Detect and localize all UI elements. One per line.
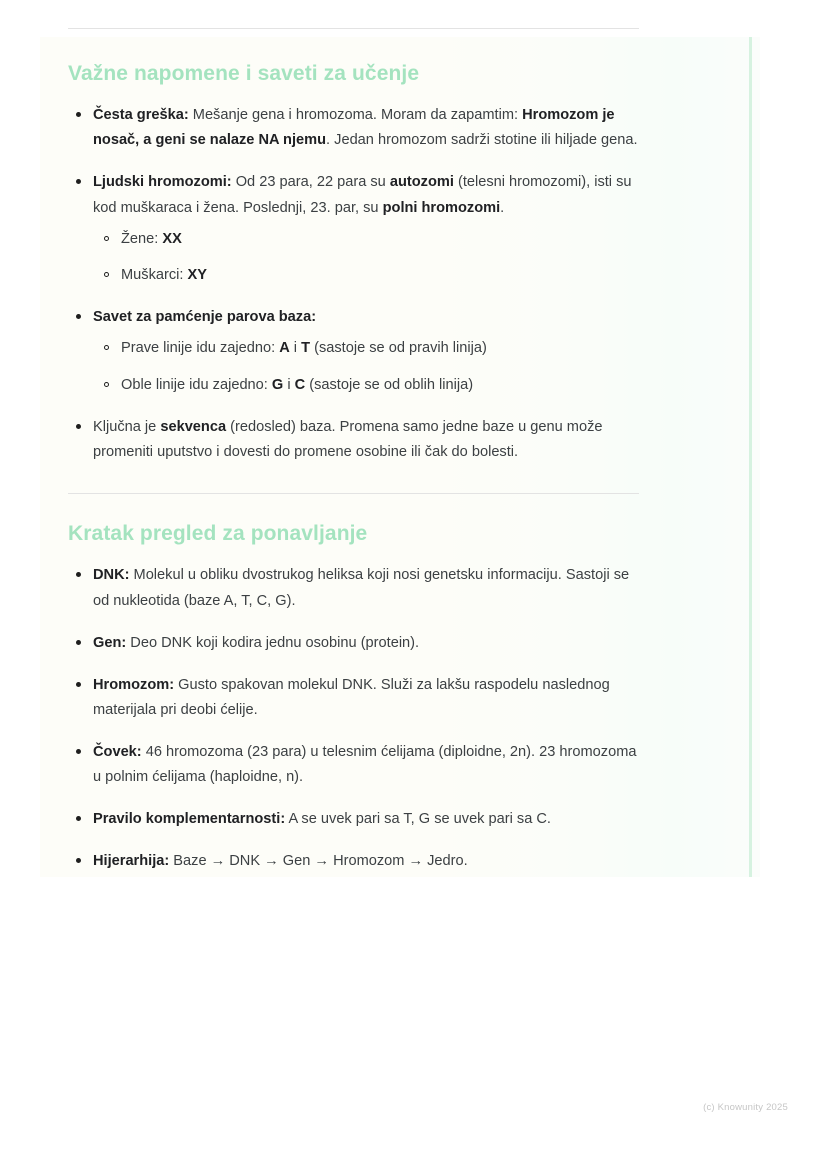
divider-section <box>68 493 639 494</box>
list-item-text: Mešanje gena i hromozoma. Moram da zapamtim: Hromozom je nosač, a geni se nalaze NA njemu. Jedan hromozom sadrži stotine ili hiljade gena. <box>93 107 638 149</box>
list-item <box>68 740 639 790</box>
list-item-lead: Savet za pamćenje parova baza: <box>93 309 317 326</box>
bullet-list <box>68 563 639 874</box>
sub-list-item <box>93 373 639 398</box>
emphasis-text: sekvenca <box>160 418 227 435</box>
list-item-lead: Čovek: <box>93 743 142 760</box>
bullet-dot-icon <box>76 858 81 863</box>
list-item-lead: Česta greška: <box>93 107 189 124</box>
list-item <box>68 631 639 656</box>
sub-bullet-list <box>93 227 639 289</box>
bullet-dot-icon <box>76 314 81 319</box>
list-item-text: Baze → DNK → Gen → Hromozom → Jedro. <box>169 853 468 870</box>
bullet-circle-icon <box>104 345 109 350</box>
sections-host <box>68 60 639 874</box>
bullet-dot-icon <box>76 112 81 117</box>
emphasis-text: XY <box>187 267 207 284</box>
bullet-dot-icon <box>76 749 81 754</box>
list-item-text: Deo DNK koji kodira jednu osobinu (protein). <box>126 634 420 651</box>
sub-list-item <box>93 227 639 252</box>
list-item-lead: Hijerarhija: <box>93 853 170 870</box>
bullet-dot-icon <box>76 816 81 821</box>
bullet-dot-icon <box>76 179 81 184</box>
list-item-text: 46 hromozoma (23 para) u telesnim ćelijama (diploidne, 2n). 23 hromozoma u polnim ćelijama (haploidne, n). <box>93 743 637 785</box>
list-item-lead: Gen: <box>93 634 127 651</box>
list-item <box>68 305 639 398</box>
emphasis-text: Hromozom je nosač, a geni se nalaze NA njemu <box>93 107 615 149</box>
section-heading: Važne napomene i saveti za učenje <box>68 62 420 85</box>
list-item-lead: Ljudski hromozomi: <box>93 174 232 191</box>
sub-list-item-text: Žene: XX <box>121 230 182 247</box>
list-item <box>68 849 639 874</box>
emphasis-text: G <box>271 377 284 394</box>
accent-strip <box>749 37 752 877</box>
list-item <box>68 673 639 723</box>
list-item-text: Gusto spakovan molekul DNK. Služi za lakšu raspodelu naslednog materijala pri deobi ćelije. <box>93 676 610 718</box>
bullet-dot-icon <box>76 572 81 577</box>
bullet-dot-icon <box>76 640 81 645</box>
bullet-dot-icon <box>76 682 81 687</box>
emphasis-text: polni hromozomi <box>382 199 501 216</box>
sub-list-item <box>93 263 639 288</box>
bullet-list <box>68 103 639 465</box>
bullet-circle-icon <box>104 382 109 387</box>
sub-bullet-list <box>93 336 639 398</box>
emphasis-text: A <box>279 340 290 357</box>
list-item-text: Molekul u obliku dvostrukog heliksa koji nosi genetsku informaciju. Sastoji se od nukleotida (baze A, T, C, G). <box>93 567 630 609</box>
list-item <box>68 415 639 465</box>
bullet-dot-icon <box>76 424 81 429</box>
sub-list-item-text: Oble linije idu zajedno: G i C (sastoje se od oblih linija) <box>121 377 474 394</box>
sub-list-item-text: Prave linije idu zajedno: A i T (sastoje se od pravih linija) <box>121 340 487 357</box>
list-item <box>68 563 639 613</box>
list-item-lead: Pravilo komplementarnosti: <box>93 811 286 828</box>
emphasis-text: C <box>294 377 306 394</box>
list-item <box>68 103 639 153</box>
list-item-text: Od 23 para, 22 para su autozomi (telesni hromozomi), isti su kod muškaraca i žena. Poslednji, 23. par, su polni hromozomi. <box>93 174 632 216</box>
emphasis-text: XX <box>162 230 182 247</box>
list-item-text: Ključna je sekvenca (redosled) baza. Promena samo jedne baze u genu može promeniti uputstvo i dovesti do promene osobine ili čak do bolesti. <box>93 418 603 461</box>
emphasis-text: T <box>301 340 311 357</box>
list-item-lead: Hromozom: <box>93 676 175 693</box>
divider-top <box>68 28 639 29</box>
bullet-circle-icon <box>104 272 109 277</box>
list-item-text: A se uvek pari sa T, G se uvek pari sa C. <box>285 811 551 828</box>
section-heading: Kratak pregled za ponavljanje <box>68 522 368 546</box>
emphasis-text: autozomi <box>389 174 454 191</box>
note-content <box>68 28 639 874</box>
list-item-lead: DNK: <box>93 567 130 584</box>
sub-list-item-text: Muškarci: XY <box>121 267 207 284</box>
list-item <box>68 807 639 832</box>
footer-watermark: (c) Knowunity 2025 <box>703 1102 788 1113</box>
sub-list-item <box>93 336 639 361</box>
list-item <box>68 170 639 288</box>
bullet-circle-icon <box>104 236 109 241</box>
